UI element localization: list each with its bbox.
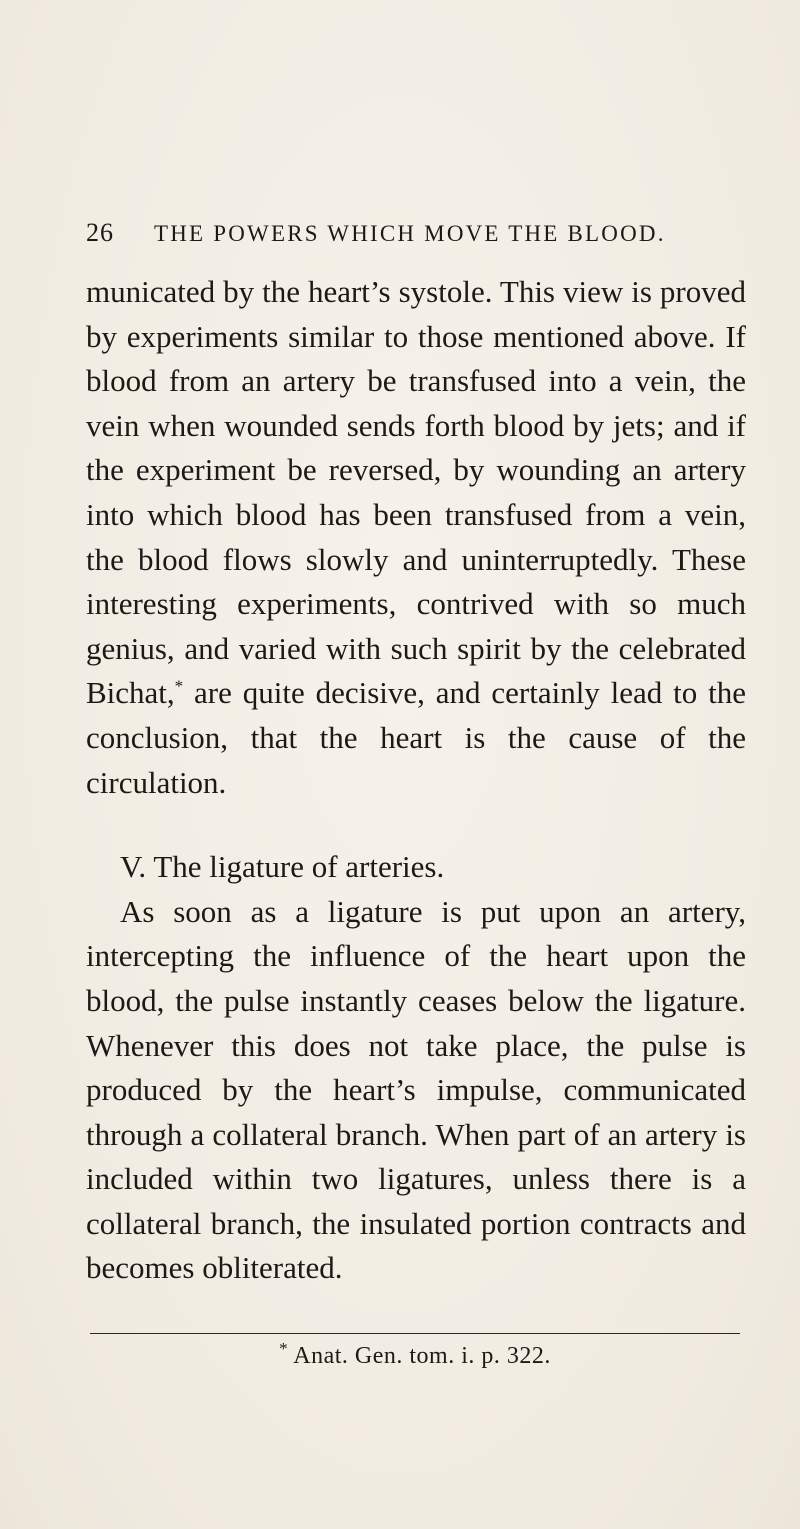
section-heading: V. The ligature of arteries.	[120, 849, 445, 885]
footnote-text: Anat. Gen. tom. i. p. 322.	[288, 1343, 551, 1369]
footnote-reference: *	[174, 677, 184, 697]
running-head: THE POWERS WHICH MOVE THE BLOOD.	[154, 221, 666, 246]
page-header	[86, 218, 766, 258]
footnote-rule	[90, 1333, 740, 1334]
footnote	[90, 1339, 740, 1370]
page-number: 26	[86, 218, 114, 247]
paragraph-circulation	[86, 270, 746, 805]
body-text	[86, 270, 746, 1291]
paragraph-ligature: As soon as a ligature is put upon an artery, intercepting the influence of the heart upon the blood, the pulse instantly ceases below the ligature. Whenever this does not take place, the pulse is produced by the heart’s impulse, communicated through a collateral branch. When part of an artery is included within two ligatures, unless there is a collateral branch, the insulated portion contracts and becomes obliterated.	[86, 893, 746, 1286]
paragraph-text-continued: are quite decisive, and certainly lead to the conclusion, that the heart is the cause of the circulation.	[86, 675, 746, 800]
footnote-mark: *	[279, 1339, 289, 1358]
paragraph-text: municated by the heart’s systole. This view is proved by experiments similar to those mentioned above. If blood from an artery be transfused into a vein, the vein when wounded sends forth blood by jets; and if the experiment be reversed, by wounding an artery into which blood has been transfused from a vein, the blood flows slowly and uninterruptedly. These interesting experiments, contrived with so much genius, and varied with such spirit by the celebrated Bichat,	[86, 274, 746, 711]
